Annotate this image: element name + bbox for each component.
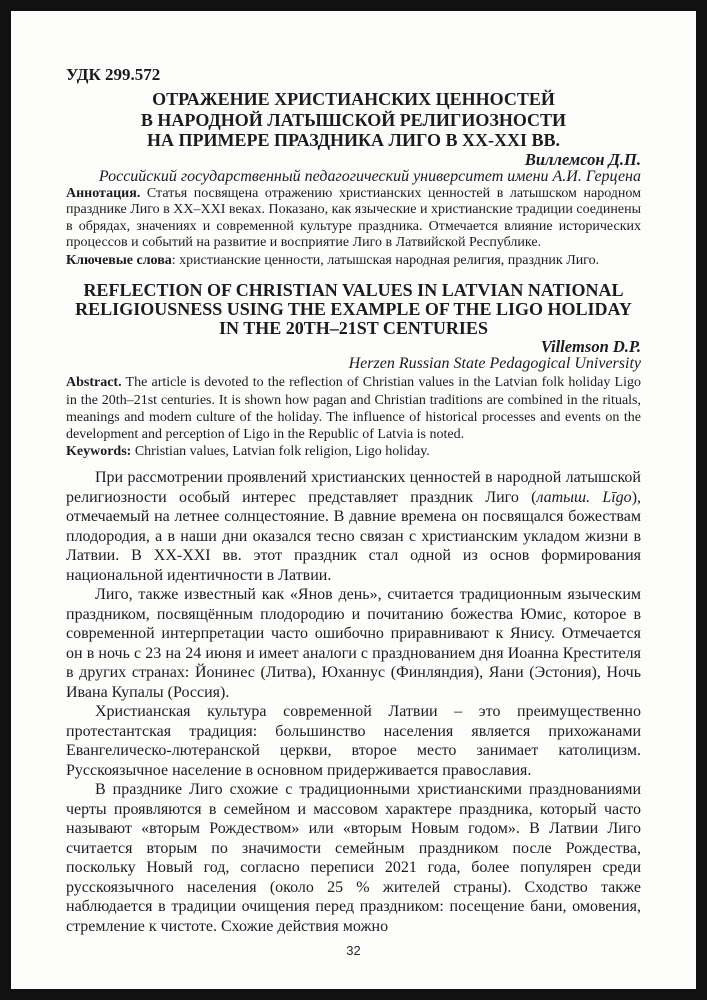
article-title-ru-line2: В НАРОДНОЙ ЛАТЫШСКОЙ РЕЛИГИОЗНОСТИ xyxy=(140,109,567,130)
article-title-en xyxy=(66,281,641,338)
article-title-ru xyxy=(66,89,641,151)
article-title-ru-line3: НА ПРИМЕРЕ ПРАЗДНИКА ЛИГО В XX-XXI ВВ. xyxy=(146,130,560,150)
keywords-ru-label: Ключевые слова xyxy=(66,252,172,268)
body-paragraph-1 xyxy=(66,468,641,585)
article-body xyxy=(66,468,641,936)
article-title-ru-line1: ОТРАЖЕНИЕ ХРИСТИАНСКИХ ЦЕННОСТЕЙ xyxy=(152,89,555,109)
body-paragraph-1-italic: латыш. Līgo xyxy=(536,488,632,506)
abstract-ru-text: Статья посвящена отражению христианских ценностей в латышском народном празднике Лиго в XX–XXI веках. Показано, как языческие и христианские традиции соединены в обрядах, значениях и современной культуре праздника. Отмечается влияние исторических процессов и событий на развитие и восприятие Лиго в Латвийской Республике. xyxy=(66,185,641,251)
body-paragraph-1-text: При рассмотрении проявлений христианских ценностей в народной латышской религиозности особый интерес представляет праздник Лиго ( xyxy=(66,469,641,506)
article-title-en-line1: REFLECTION OF CHRISTIAN VALUES IN LATVIAN NATIONAL xyxy=(83,280,624,301)
abstract-en-text: The article is devoted to the reflection of Christian values in the Latvian folk holiday Ligo in the 20th–21st centuries. It is shown how pagan and Christian traditions are combined in the rituals, meanings and modern culture of the holiday. The influence of historical processes and events on the development and perception of Ligo in the Republic of Latvia is noted. xyxy=(66,375,641,443)
keywords-ru xyxy=(66,253,641,270)
page-number: 32 xyxy=(346,943,361,959)
body-paragraph-1-text-after: ), отмечаемый на летнее солнцестояние. В давние времена он посвящался божествам плодородия, а в наши дни оказался тесно связан с христианским укладом жизни в Латвии. В XX-XXI вв. этот праздник стал одной из основ формирования национальной идентичности в Латвии. xyxy=(66,488,642,584)
body-paragraph-2: Лиго, также известный как «Янов день», считается традиционным языческим праздником, посвящённым плодородию и почитанию божества Юмис, которое в современной интерпретации часто ошибочно приравнивают к Янису. Отмечается он в ночь с 23 на 24 июня и имеет аналоги с празднованием дня Иоанна Крестителя в других странах: Йонинес (Литва), Юханнус (Финляндия), Яани (Эстония), Ночь Ивана Купалы (Россия). xyxy=(66,586,641,701)
abstract-en-label: Abstract. xyxy=(66,375,122,391)
document-page xyxy=(11,11,696,989)
abstract-ru xyxy=(66,186,641,252)
keywords-en-text: Christian values, Latvian folk religion, Ligo holiday. xyxy=(131,444,430,460)
author-en: Villemson D.P. xyxy=(540,337,641,357)
keywords-en-label: Keywords: xyxy=(66,444,132,460)
author-ru: Виллемсон Д.П. xyxy=(524,149,641,169)
abstract-ru-label: Аннотация. xyxy=(66,185,141,201)
udc-number: УДК 299.572 xyxy=(66,65,161,84)
keywords-ru-text: : христианские ценности, латышская народная религия, праздник Лиго. xyxy=(171,252,600,268)
keywords-en xyxy=(66,443,641,460)
body-paragraph-4: В празднике Лиго схожие с традиционными христианскими празднованиями черты проявляются в семейном и массовом характере праздника, который часто называют «вторым Рождеством» или «вторым Новым годом». В Латвии Лиго считается вторым по значимости семейным праздником после Рождества, поскольку Новый год, согласно переписи 2021 года, более популярен среди русскоязычного населения (около 25 % жителей страны). Сходство также наблюдается в традиции очищения перед праздником: посещение бани, омовения, стремление к чистоте. Схожие действия можно xyxy=(66,781,641,935)
article-title-en-line2: RELIGIOUSNESS USING THE EXAMPLE OF THE LIGO HOLIDAY xyxy=(75,299,632,320)
body-paragraph-3: Христианская культура современной Латвии – это преимущественно протестантская традиция: большинство населения является прихожанами Евангелическо-лютеранской церкви, второе место занимает католицизм. Русскоязычное население в основном придерживается православия. xyxy=(66,703,641,779)
affiliation-en: Herzen Russian State Pedagogical University xyxy=(348,355,641,373)
affiliation-ru: Российский государственный педагогический университет имени А.И. Герцена xyxy=(98,167,641,185)
article-title-en-line3: IN THE 20TH–21ST CENTURIES xyxy=(219,318,488,339)
abstract-en xyxy=(66,374,641,443)
